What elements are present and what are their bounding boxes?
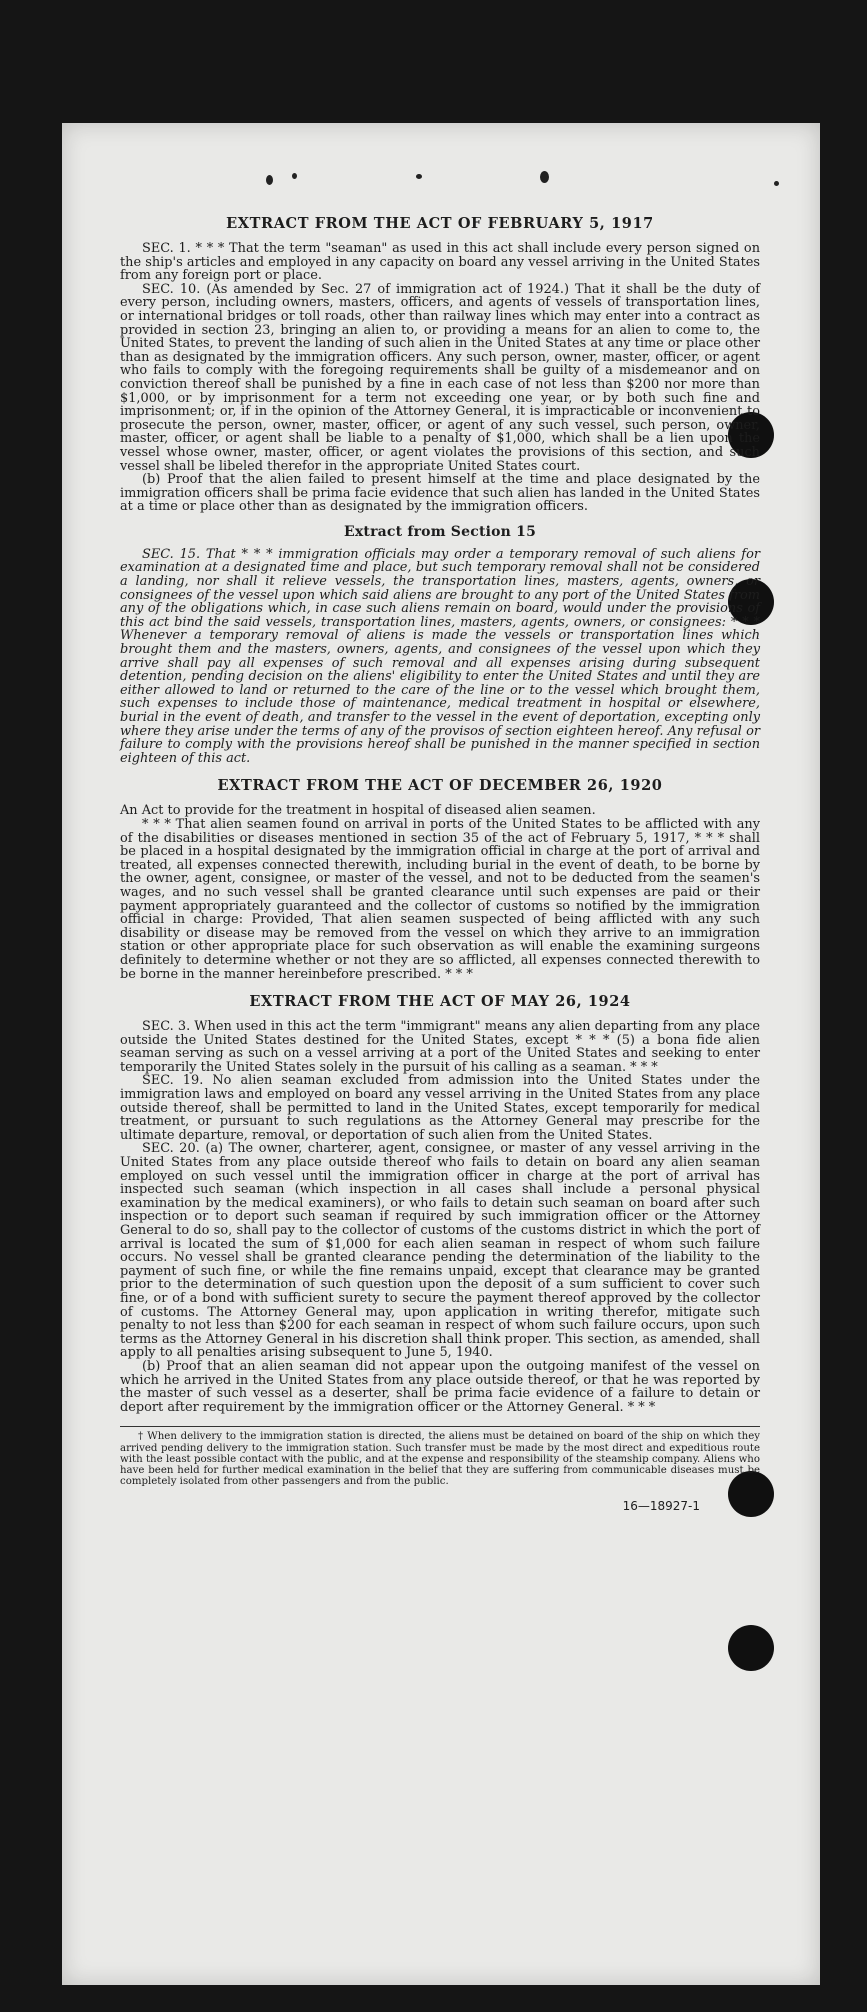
heading-section-15: Extract from Section 15 — [343, 523, 537, 540]
form-number: 16—18927-1 — [622, 1499, 700, 1514]
paragraph-sec10-1917: SEC. 10. (As amended by Sec. 27 of immigration act of 1924.) That it shall be the duty of every person, including owners, masters, officers, and agents of vessels of transportation lines, or international bridges or toll roads, other than railway lines which may enter into a contract as provided in section 23, bringing an alien to, or providing a means for an alien to come to, the United States, to prevent the landing of such alien in the United States at any time or place other than as designated by the immigration officers. Any such person, owner, master, officer, or agent who fails to comply with the foregoing requirements shall be guilty of a misdemeanor and on conviction thereof shall be punished by a fine in each case of not less than $200 nor more than $1,000, or by imprisonment for a term not exceeding one year, or by both such fine and imprisonment; or, if in the opinion of the Attorney General, it is impracticable or inconvenient to prosecute the person, owner, master, officer, or agent of any such vessel, such person, owner, master, officer, or agent shall be liable to a penalty of $1,000, which shall be a lien upon the vessel whose owner, master, officer, or agent violates the provisions of this section, and such vessel shall be libeled therefor in the appropriate United States court. — [120, 281, 760, 474]
heading-act-1920: EXTRACT FROM THE ACT OF DECEMBER 26, 1920 — [217, 777, 663, 795]
footnote — [120, 1426, 760, 1487]
scan-speck — [292, 173, 297, 179]
scan-speck — [774, 181, 779, 186]
document-page — [62, 123, 820, 1985]
punch-hole — [728, 1625, 774, 1671]
paragraph-sec15: SEC. 15. That * * * immigration officials may order a temporary removal of such aliens for examination at a designated time and place, but such temporary removal shall not be considered a landing, nor shall it relieve vessels, the transportation lines, masters, agents, owners, or consignees of the vessel upon which said aliens are brought to any port of the United States from any of the obligations which, in case such aliens remain on board, would under the provisions of this act bind the said vessels, transportation lines, masters, agents, owners, or consignees: * * * Whenever a temporary removal of aliens is made the vessels or transportation lines which brought them and the masters, owners, agents, and consignees of the vessel upon which they arrive shall pay all expenses of such removal and all expenses arising during subsequent detention, pending decision on the aliens' eligibility to enter the United States and until they are either allowed to land or returned to the care of the line or to the vessel which brought them, such expenses to include those of maintenance, medical treatment in hospital or elsewhere, burial in the event of death, and transfer to the vessel in the event of deportation, excepting only where they arise under the terms of any of the provisos of section eighteen hereof. Any refusal or failure to comply with the provisions hereof shall be punished in the manner specified in section eighteen of this act. — [120, 546, 760, 766]
paragraph-sec1-1917: SEC. 1. * * * That the term "seaman" as used in this act shall include every person signed on the ship's articles and employed in any capacity on board any vessel arriving in the United States from any foreign port or place. — [120, 241, 760, 284]
heading-act-1924: EXTRACT FROM THE ACT OF MAY 26, 1924 — [249, 993, 631, 1011]
scan-speck — [540, 171, 549, 183]
footnote-text: † When delivery to the immigration station is directed, the aliens must be detained on board of the ship on which they arrived pending delivery to the immigration station. Such transfer must be made by the most direct and expeditious route with the least possible contact with the public, and at the expense and responsibility of the steamship company. Aliens who have been held for further medical examination in the belief that they are suffering from communicable diseases must be completely isolated from other passengers and from the public. — [120, 1431, 760, 1488]
paragraph-sec20a-1924: SEC. 20. (a) The owner, charterer, agent, consignee, or master of any vessel arriving in the United States from any place outside thereof who fails to detain on board any alien seaman employed on such vessel until the immigration officer in charge at the port of arrival has inspected such seaman (which inspection in all cases shall include a personal physical examination by the medical examiners), or who fails to detain such seaman on board after such inspection or to deport such seaman if required by such immigration officer or the Attorney General to do so, shall pay to the collector of customs of the customs district in which the port of arrival is located the sum of $1,000 for each alien seaman in respect of whom such failure occurs. No vessel shall be granted clearance pending the determination of the liability to the payment of such fine, or while the fine remains unpaid, except that clearance may be granted prior to the determination of such question upon the deposit of a sum sufficient to cover such fine, or of a bond with sufficient surety to secure the payment thereof approved by the collector of customs. The Attorney General may, upon application in writing therefor, mitigate such penalty to not less than $200 for each seaman in respect of whom such failure occurs, upon such terms as the Attorney General in his discretion shall think proper. This section, as amended, shall apply to all penalties arising subsequent to June 5, 1940. — [120, 1141, 760, 1361]
scan-speck — [416, 174, 422, 179]
paragraph-sec20b-1924: (b) Proof that an alien seaman did not appear upon the outgoing manifest of the vessel on which he arrived in the United States from any place outside thereof, or that he was reported by the master of such vessel as a deserter, shall be prima facie evidence of a failure to detain or deport after requirement by the immigration officer or the Attorney General. * * * — [120, 1358, 760, 1415]
paragraph-act-title-1920: An Act to provide for the treatment in hospital of diseased alien seamen. — [120, 803, 596, 819]
document-body — [120, 215, 760, 1513]
paragraph-sec10b-1917: (b) Proof that the alien failed to present himself at the time and place designated by the immigration officers shall be prima facie evidence that such alien has landed in the United States at a time or place other than as designated by the immigration officers. — [120, 472, 760, 515]
paragraph-body-1920: * * * That alien seamen found on arrival in ports of the United States to be afflicted with any of the disabilities or diseases mentioned in section 35 of the act of February 5, 1917, * * * shall be placed in a hospital designated by the immigration official in charge at the port of arrival and treated, all expenses connected therewith, including burial in the event of death, to be borne by the owner, agent, consignee, or master of the vessel, and not to be deducted from the seamen's wages, and no such vessel shall be granted clearance until such expenses are paid or their payment appropriately guaranteed and the collector of customs so notified by the immigration official in charge: Provided, That alien seamen suspected of being afflicted with any such disability or disease may be removed from the vessel on which they arrive to an immigration station or other appropriate place for such observation as will enable the examining surgeons definitely to determine whether or not they are so afflicted, all expenses connected therewith to be borne in the manner hereinbefore prescribed. * * * — [120, 816, 760, 982]
paragraph-sec3-1924: SEC. 3. When used in this act the term "immigrant" means any alien departing from any place outside the United States destined for the United States, except * * * (5) a bona fide alien seaman serving as such on a vessel arriving at a port of the United States and seeking to enter temporarily the United States solely in the pursuit of his calling as a seaman. * * * — [120, 1019, 760, 1075]
paragraph-sec19-1924: SEC. 19. No alien seaman excluded from admission into the United States under the immigration laws and employed on board any vessel arriving in the United States from any place outside thereof, shall be permitted to land in the United States, except temporarily for medical treatment, or pursuant to such regulations as the Attorney General may prescribe for the ultimate departure, removal, or deportation of such alien from the United States. — [120, 1073, 760, 1143]
heading-act-1917: EXTRACT FROM THE ACT OF FEBRUARY 5, 1917 — [226, 215, 654, 232]
scan-speck — [266, 175, 273, 185]
